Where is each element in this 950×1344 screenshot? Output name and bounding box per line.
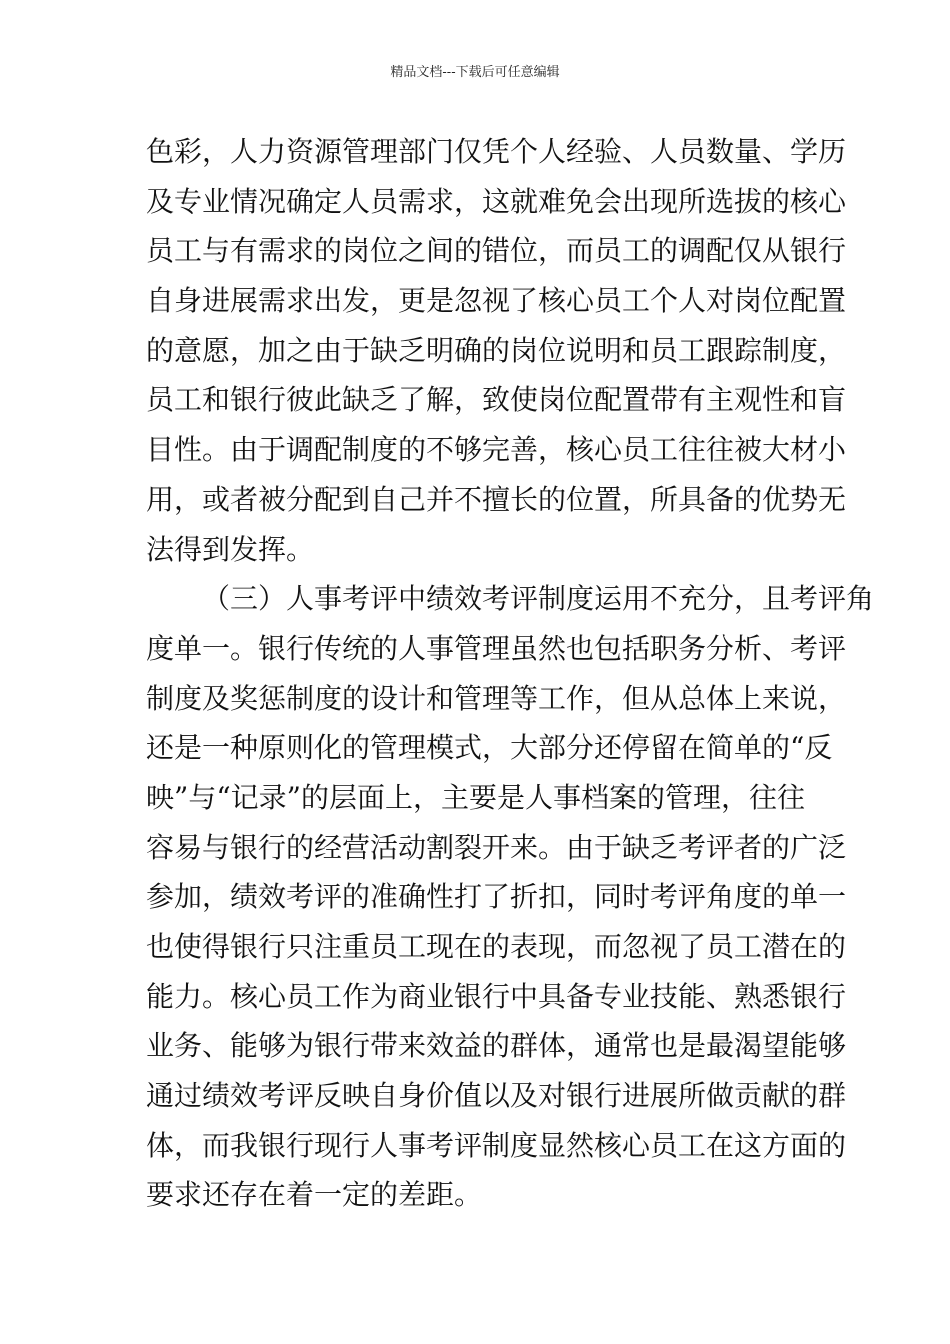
text-line: 映”与“记录”的层面上，主要是人事档案的管理，往往 xyxy=(146,780,805,814)
text-line: 容易与银行的经营活动割裂开来。由于缺乏考评者的广泛 xyxy=(146,830,847,864)
text-line: 要求还存在着一定的差距。 xyxy=(146,1178,483,1212)
text-line: 自身进展需求出发，更是忽视了核心员工个人对岗位配置 xyxy=(146,284,847,318)
text-line: 及专业情况确定人员需求，这就难免会出现所选拔的核心 xyxy=(146,184,847,218)
text-line: 的意愿，加之由于缺乏明确的岗位说明和员工跟踪制度， xyxy=(146,333,847,367)
text-line: 通过绩效考评反映自身价值以及对银行进展所做贡献的群 xyxy=(146,1079,847,1113)
text-line: 业务、能够为银行带来效益的群体，通常也是最渴望能够 xyxy=(146,1029,847,1063)
text-line: 也使得银行只注重员工现在的表现，而忽视了员工潜在的 xyxy=(146,930,847,963)
text-line: 度单一。银行传统的人事管理虽然也包括职务分析、考评 xyxy=(146,631,847,665)
page-header: 精品文档---下载后可任意编辑 xyxy=(390,65,560,80)
text-line: 能力。核心员工作为商业银行中具备专业技能、熟悉银行 xyxy=(146,979,847,1013)
text-line: 参加，绩效考评的准确性打了折扣，同时考评角度的单一 xyxy=(146,880,847,914)
text-line: 用，或者被分配到自己并不擅长的位置，所具备的优势无 xyxy=(146,482,847,516)
text-line: 员工和银行彼此缺乏了解，致使岗位配置带有主观性和盲 xyxy=(146,383,847,417)
section-heading-line: （三）人事考评中绩效考评制度运用不充分，且考评角 xyxy=(202,582,875,616)
text-line: 法得到发挥。 xyxy=(146,532,315,566)
text-line: 目性。由于调配制度的不够完善，核心员工往往被大材小 xyxy=(146,433,847,467)
text-line: 体，而我银行现行人事考评制度显然核心员工在这方面的 xyxy=(146,1128,847,1162)
document-body xyxy=(146,127,875,1220)
text-line: 制度及奖惩制度的设计和管理等工作，但从总体上来说， xyxy=(146,681,847,715)
text-line: 还是一种原则化的管理模式，大部分还停留在简单的“反 xyxy=(146,731,833,765)
text-line: 色彩，人力资源管理部门仅凭个人经验、人员数量、学历 xyxy=(146,135,847,168)
text-line: 员工与有需求的岗位之间的错位，而员工的调配仅从银行 xyxy=(146,234,847,268)
